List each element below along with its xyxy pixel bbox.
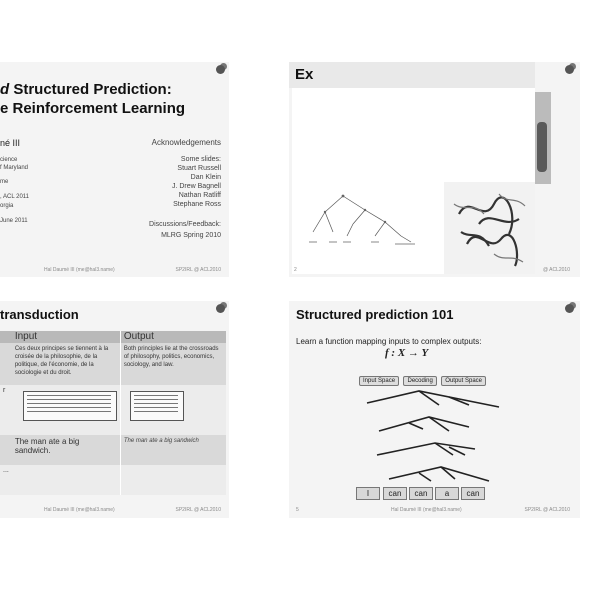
university-logo-icon xyxy=(565,304,574,313)
protein-structure-image xyxy=(449,184,535,272)
row-output-cell: Both principles lie at the crossroads of philosophy, politics, economics, sociology, and law. xyxy=(120,343,226,385)
row-marker xyxy=(0,343,12,385)
row-output-cell xyxy=(120,385,226,435)
output-space-label: Output Space xyxy=(441,376,486,386)
ack-name: Stuart Russell xyxy=(177,165,221,172)
table-header-input: Input xyxy=(14,331,38,342)
input-space-label: Input Space xyxy=(359,376,399,386)
slide-4-footer-right: SP2IRL @ ACL2010 xyxy=(524,507,570,513)
university-logo-icon xyxy=(216,65,225,74)
date-line: June 2011 xyxy=(0,218,28,224)
row-input-cell xyxy=(12,465,121,495)
slide-4-footer-center: Hal Daumé III (me@hal3.name) xyxy=(391,507,462,513)
thumbnail-text-lines xyxy=(27,395,111,415)
row-marker: r xyxy=(3,387,6,394)
slide-3[interactable] xyxy=(0,301,229,518)
thumbnail-text-lines xyxy=(134,395,178,415)
affiliation-line1: cience xyxy=(0,157,18,163)
ack-name: Stephane Ross xyxy=(173,201,221,208)
slide-1-title: d Structured Prediction: xyxy=(0,81,172,98)
venue-line2: orgia xyxy=(0,203,14,209)
row-input-cell: The man ate a big sandwich. xyxy=(14,437,80,455)
ack-name: Dan Klein xyxy=(190,174,221,181)
slide-1-footer-center: Hal Daumé III (me@hal3.name) xyxy=(44,267,115,273)
decoding-label: Decoding xyxy=(403,376,436,386)
tree-structures-diagram xyxy=(349,385,519,485)
document-thumbnail-output xyxy=(130,391,184,421)
slide-2-title-bar xyxy=(289,62,535,88)
venue-line1: , ACL 2011 xyxy=(0,194,30,200)
table-row xyxy=(0,465,226,495)
contact-line: me xyxy=(0,179,9,185)
word-box: I xyxy=(356,487,380,500)
table-row xyxy=(0,435,226,465)
row-marker xyxy=(0,435,12,465)
table-header-output: Output xyxy=(120,331,226,343)
table-header-cell xyxy=(0,331,12,343)
word-box: a xyxy=(435,487,459,500)
row-output-cell xyxy=(120,465,226,495)
slide-2-footer-right: @ ACL2010 xyxy=(542,267,570,273)
parse-tree-diagram xyxy=(303,180,423,252)
slide-3-footer-right: SP2IRL @ ACL2010 xyxy=(175,507,221,513)
slide-4-subtitle: Learn a function mapping inputs to complex outputs: xyxy=(296,337,482,346)
slide-2-page-number: 2 xyxy=(294,267,297,273)
affiliation-line2: f Maryland xyxy=(0,165,29,171)
document-thumbnail-input xyxy=(23,391,117,421)
acknowledgements-heading: Acknowledgements xyxy=(151,138,221,147)
dark-shape xyxy=(537,122,547,172)
table-header-row xyxy=(0,331,226,343)
discussions-label: Discussions/Feedback: xyxy=(149,221,221,228)
formula: f : X → Y xyxy=(385,347,429,359)
ack-name: Nathan Ratliff xyxy=(178,192,221,199)
author-name: né III xyxy=(0,138,21,148)
row-output-cell xyxy=(120,435,226,465)
ack-name: J. Drew Bagnell xyxy=(171,183,221,190)
some-slides-label: Some slides: xyxy=(180,156,221,163)
word-box: can xyxy=(409,487,433,500)
slide-4[interactable] xyxy=(289,301,580,518)
row-marker: ... xyxy=(3,467,9,474)
handwritten-output: The man ate a big sandwich xyxy=(123,438,199,444)
slide-4-title: Structured prediction 101 xyxy=(296,307,454,322)
university-logo-icon xyxy=(216,304,225,313)
slide-3-footer-center: Hal Daumé III (me@hal3.name) xyxy=(44,507,115,513)
slide-2[interactable] xyxy=(289,62,580,277)
university-logo-icon xyxy=(565,65,574,74)
table-row xyxy=(0,385,226,435)
slide-4-page-number: 5 xyxy=(296,507,299,513)
row-input-cell: Ces deux principes se tiennent à la croisée de la philosophie, de la politique, de l'économie, de la sociologie et du droit. xyxy=(14,346,109,376)
slide-1-title-line2: e Reinforcement Learning xyxy=(0,100,186,117)
word-box: can xyxy=(383,487,407,500)
table-row xyxy=(0,343,226,385)
slide-3-title: transduction xyxy=(0,307,79,322)
transduction-table xyxy=(0,331,226,495)
slide-1[interactable] xyxy=(0,62,229,277)
mlrg-line: MLRG Spring 2010 xyxy=(161,232,221,239)
word-box: can xyxy=(461,487,485,500)
slide-1-footer-right: SP2IRL @ ACL2010 xyxy=(175,267,221,273)
row-input-cell xyxy=(12,385,121,435)
slide-2-title: Ex xyxy=(295,66,314,83)
